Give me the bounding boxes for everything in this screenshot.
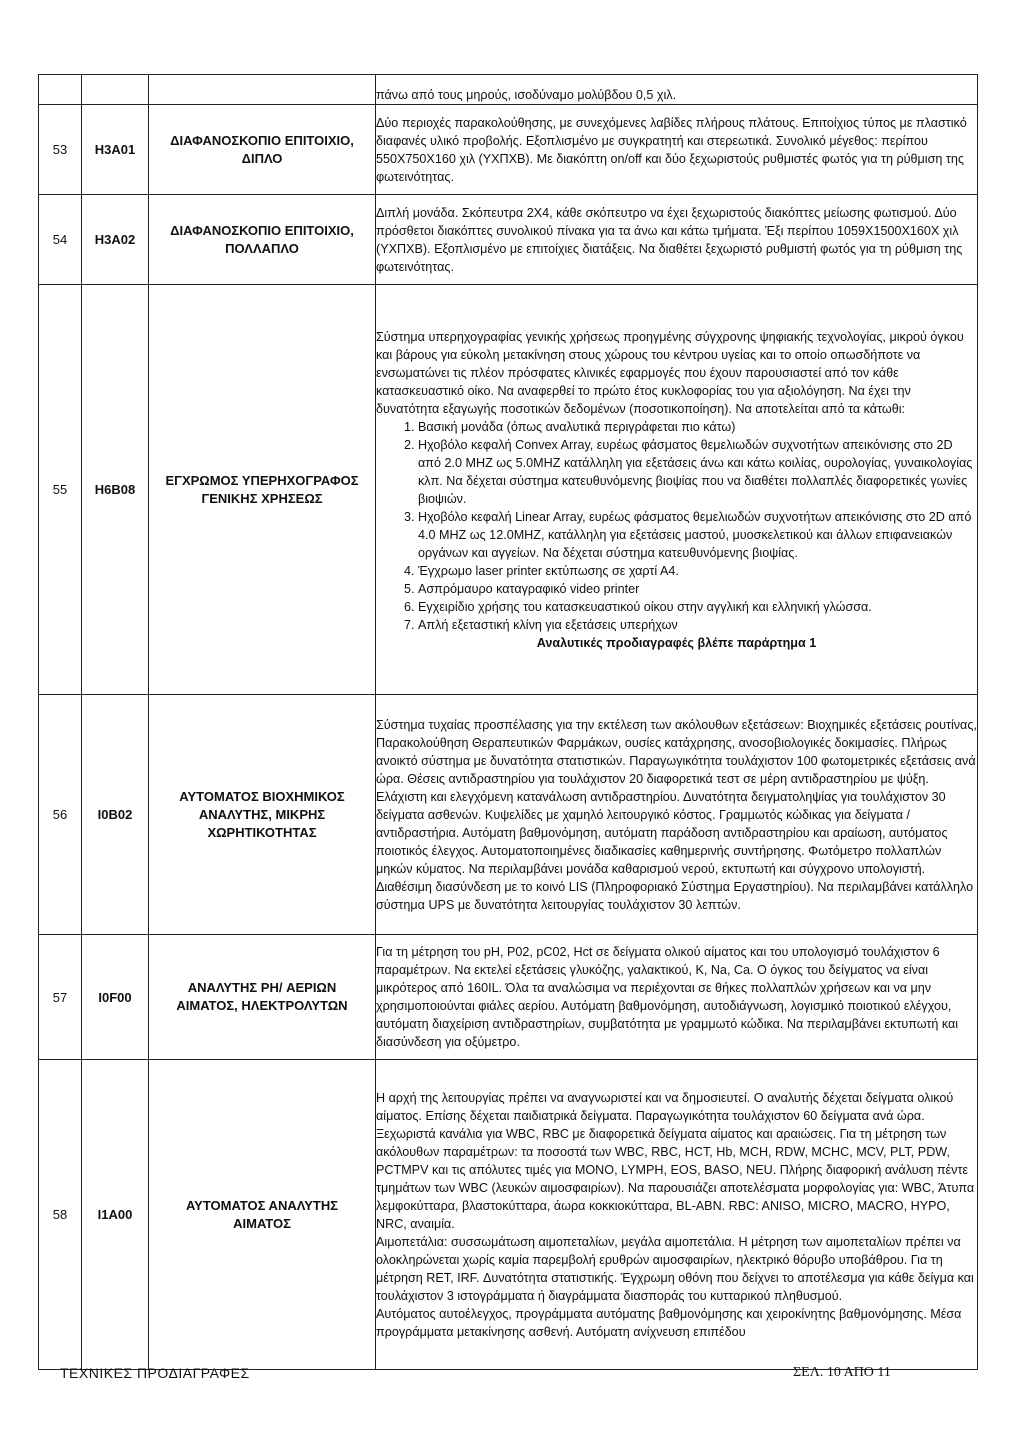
- list-item: 4. Έγχρωμο laser printer εκτύπωσης σε χαρτί Α4.: [418, 562, 977, 580]
- table-row: [39, 695, 978, 935]
- footer-page-number: ΣΕΛ. 10 ΑΠΟ 11: [793, 1365, 891, 1380]
- row-code: H3A01: [82, 105, 149, 195]
- table-row: [39, 285, 978, 695]
- row-number: 56: [39, 695, 82, 935]
- row-item-name: ΕΓΧΡΩΜΟΣ ΥΠΕΡΗΧΟΓΡΑΦΟΣ ΓΕΝΙΚΗΣ ΧΡΗΣΕΩΣ: [149, 285, 376, 695]
- row-description: Διπλή μονάδα. Σκόπευτρα 2X4, κάθε σκόπευτρο να έχει ξεχωριστούς διακόπτες μείωσης φωτισμού. Δύο πρόσθετοι διακόπτες συνολικού πίνακα για τα άνω και κάτω τμήματα. Έξι περίπου 1059X1500X160X χιλ (ΥΧΠΧΒ). Εξοπλισμένο με επιτοίχιες διατάξεις. Να διαθέτει ξεχωριστό ρυθμιστή φωτός για τη ρύθμιση της φωτεινότητας.: [376, 195, 978, 285]
- row-code: I0B02: [82, 695, 149, 935]
- row-number: 58: [39, 1060, 82, 1370]
- table-row: [39, 195, 978, 285]
- row-description: Για τη μέτρηση του pH, P02, pC02, Hct σε δείγματα ολικού αίματος και του υπολογισμό τουλάχιστον 6 παραμέτρων. Να εκτελεί εξετάσεις γλυκόζης, γαλακτικού, K, Na, Ca. Ο όγκος του δείγματος να είναι μικρότερος από 160IL. Όλα τα αναλώσιμα να περιέχονται σε θήκες πολλαπλών χρήσεων και να μην χρησιμοποιούνται φιάλες αερίου. Αυτόματη βαθμονόμηση, αυτοδιάγνωση, λογισμικό ποιοτικού ελέγχου, αυτόματη διαχείριση αντιδραστηρίων, συμβατότητα με γραμμωτό κώδικα. Να περιλαμβάνει εκτυπωτή και διασύνδεση για οξύμετρο.: [376, 935, 978, 1060]
- footer-document-title: ΤΕΧΝΙΚΕΣ ΠΡΟΔΙΑΓΡΑΦΕΣ: [60, 1365, 250, 1381]
- list-item: 7. Απλή εξεταστική κλίνη για εξετάσεις υπερήχων: [418, 616, 977, 634]
- row-number: 55: [39, 285, 82, 695]
- row-code: I0F00: [82, 935, 149, 1060]
- list-item: 5. Ασπρόμαυρο καταγραφικό video printer: [418, 580, 977, 598]
- continuation-text: πάνω από τους μηρούς, ισοδύναμο μολύβδου 0,5 χιλ.: [376, 88, 677, 102]
- row-description: [376, 75, 978, 105]
- table-row: [39, 105, 978, 195]
- row-item-name: ΔΙΑΦΑΝΟΣΚΟΠΙΟ ΕΠΙΤΟΙΧΙΟ, ΠΟΛΛΑΠΛΟ: [149, 195, 376, 285]
- table-row: [39, 75, 978, 105]
- row-code: H3A02: [82, 195, 149, 285]
- list-item: 6. Εγχειρίδιο χρήσης του κατασκευαστικού οίκου στην αγγλική και ελληνική γλώσσα.: [418, 598, 977, 616]
- table-row: [39, 1060, 978, 1370]
- row-code: I1A00: [82, 1060, 149, 1370]
- specifications-table: [38, 74, 978, 1370]
- row-item-name: ΑΥΤΟΜΑΤΟΣ ΑΝΑΛΥΤΗΣ ΑΙΜΑΤΟΣ: [149, 1060, 376, 1370]
- list-item: 1. Βασική μονάδα (όπως αναλυτικά περιγράφεται πιο κάτω): [418, 418, 977, 436]
- row-item-name: ΑΝΑΛΥΤΗΣ PH/ ΑΕΡΙΩΝ ΑΙΜΑΤΟΣ, ΗΛΕΚΤΡΟΛΥΤΩΝ: [149, 935, 376, 1060]
- component-list: [376, 418, 977, 634]
- row-description: Η αρχή της λειτουργίας πρέπει να αναγνωριστεί και να δημοσιευτεί. Ο αναλυτής δέχεται δείγματα ολικού αίματος. Επίσης δέχεται παιδιατρικά δείγματα. Παραγωγικότητα τουλάχιστον 60 δείγματα ανά ώρα. Ξεχωριστά κανάλια για WBC, RBC με διαφορετικά δείγματα αίματος και αραιώσεις. Για τη μέτρηση των ακόλουθων παραμέτρων: τα ποσοστά των WBC, RBC, HCT, Hb, MCH, RDW, MCHC, MCV, PLT, PDW, PCTMPV και τις απόλυτες τιμές για MONO, LYMPH, EOS, BASO, NEU. Πλήρης διαφορική ανάλυση πέντε τμημάτων των WBC (λευκών αιμοσφαιρίων). Να παρουσιάζει αποτελέσματα μορφολογίας για: WBC, Άτυπα λεμφοκύτταρα, βλαστοκύτταρα, άωρα κοκκιοκύτταρα, BL-ABN. RBC: ANISO, MICRO, MACRO, HYPO, NRC, αναιμία. Αιμοπετάλια: συσσωμάτωση αιμοπεταλίων, μεγάλα αιμοπετάλια. Η μέτρηση των αιμοπεταλίων πρέπει να ολοκληρώνεται χωρίς καμία παρεμβολή ερυθρών αιμοσφαιρίων, ηλεκτρικό θόρυβο υποβάθρου. Για τη μέτρηση RET, IRF. Δυνατότητα στατιστικής. Έγχρωμη οθόνη που δείχνει το αποτέλεσμα για κάθε δείγμα και τουλάχιστον 3 ιστογράμματα ή διαγράμματα διασποράς του κυτταρικού πληθυσμού. Αυτόματος αυτοέλεγχος, προγράμματα αυτόματης βαθμονόμησης και χειροκίνητης βαθμονόμησης. Μέσα προγράμματα μετακίνησης ασθενή. Αυτόματη ανίχνευση επιπέδου: [376, 1060, 978, 1370]
- row-description: Δύο περιοχές παρακολούθησης, με συνεχόμενες λαβίδες πλήρους πλάτους. Επιτοίχιος τύπος με πλαστικό διαφανές υλικό προβολής. Εξοπλισμένο με συγκρατητή και στερεωτικά. Συνολικό μέγεθος: περίπου 550X750X160 χιλ (ΥΧΠΧΒ). Με διακόπτη on/off και δύο ξεχωριστούς ρυθμιστές φωτός για τη ρύθμιση της φωτεινότητας.: [376, 105, 978, 195]
- row-number: 54: [39, 195, 82, 285]
- list-item: 3. Ηχοβόλο κεφαλή Linear Array, ευρέως φάσματος θεμελιωδών συχνοτήτων απεικόνισης στο 2D από 4.0 MHZ ως 12.0MHZ, κατάλληλη για εξετάσεις μαστού, μυοσκελετικού και άλλων επιφανειακών οργάνων και αγγείων. Να δέχεται σύστημα κατευθυνόμενης βιοψίας.: [418, 508, 977, 562]
- row-item-name: ΑΥΤΟΜΑΤΟΣ ΒΙΟΧΗΜΙΚΟΣ ΑΝΑΛΥΤΗΣ, ΜΙΚΡΗΣ ΧΩΡΗΤΙΚΟΤΗΤΑΣ: [149, 695, 376, 935]
- row-code: H6B08: [82, 285, 149, 695]
- row-description: Σύστημα τυχαίας προσπέλασης για την εκτέλεση των ακόλουθων εξετάσεων: Βιοχημικές εξετάσεις ρουτίνας, Παρακολούθηση Θεραπευτικών Φαρμάκων, ουσίες κατάχρησης, ανοσοβιολογικές δοκιμασίες. Πλήρως ανοικτό σύστημα με δυνατότητα στατιστικών. Παραγωγικότητα τουλάχιστον 100 φωτομετρικές εξετάσεις ανά ώρα. Θέσεις αντιδραστηρίου για τουλάχιστον 20 διαφορετικά τεστ σε μέρη αντιδραστηρίου με ψύξη. Ελάχιστη και ελεγχόμενη κατανάλωση αντιδραστηρίου. Δυνατότητα δειγματοληψίας για τουλάχιστον 30 δείγματα ασθενών. Κυψελίδες με χαμηλό λειτουργικό κόστος. Γραμμωτός κώδικας για δείγματα /αντιδραστήρια. Αυτόματη βαθμονόμηση, αυτόματη παράδοση αντιδραστηρίου και αραίωση, αυτόματος ποιοτικός έλεγχος. Αυτοματοποιημένες διαδικασίες καθημερινής συντήρησης. Φωτόμετρο πολλαπλών μηκών κύματος. Να περιλαμβάνει μονάδα καθαρισμού νερού, εκτυπωτή και σύγχρονο υπολογιστή. Διαθέσιμη διασύνδεση με το κοινό LIS (Πληροφοριακό Σύστημα Εργαστηρίου). Να περιλαμβάνει κατάλληλο σύστημα UPS με δυνατότητα λειτουργίας τουλάχιστον 30 λεπτών.: [376, 695, 978, 935]
- table-row: [39, 935, 978, 1060]
- row-item-name: ΔΙΑΦΑΝΟΣΚΟΠΙΟ ΕΠΙΤΟΙΧΙΟ, ΔΙΠΛΟ: [149, 105, 376, 195]
- list-item: 2. Ηχοβόλο κεφαλή Convex Array, ευρέως φάσματος θεμελιωδών συχνοτήτων απεικόνισης στο 2D από 2.0 MHZ ως 5.0MHZ κατάλληλη για εξετάσεις άνω και κάτω κοιλίας, ουρολογίας, γυναικολογίας κλπ. Να δέχεται σύστημα κατευθυνόμενης βιοψίας που να διαθέτει πολλαπλές διαφορετικές γωνίες βιοψιών.: [418, 436, 977, 508]
- appendix-reference: Αναλυτικές προδιαγραφές βλέπε παράρτημα 1: [536, 635, 817, 650]
- row-description: Σύστημα υπερηχογραφίας γενικής χρήσεως προηγμένης σύγχρονης ψηφιακής τεχνολογίας, μικρού όγκου και βάρους για εύκολη μετακίνηση στους χώρους του κέντρου υγείας και το οποίο οπωσδήποτε να ενσωματώνει τις πλέον πρόσφατες κλινικές εφαρμογές που έχουν παρουσιαστεί από τον κάθε κατασκευαστικό οίκο. Να αναφερθεί το πρώτο έτος κυκλοφορίας του για αξιολόγηση. Να έχει την δυνατότητα εξαγωγής ποσοτικών δεδομένων (ποσοτικοποίηση). Να αποτελείται από τα κάτωθι: 1. Βασική μονάδα (όπως αναλυτικά περιγράφεται πιο κάτω) 2. Ηχοβόλο κεφαλή Convex Array, ευρέως φάσματος θεμελιωδών συχνοτήτων απεικόνισης στο 2D από 2.0 MHZ ως 5.0MHZ κατάλληλη για εξετάσεις άνω και κάτω κοιλίας, ουρολογίας, γυναικολογίας κλπ. Να δέχεται σύστημα κατευθυνόμενης βιοψίας που να διαθέτει πολλαπλές διαφορετικές γωνίες βιοψιών. 3. Ηχοβόλο κεφαλή Linear Array, ευρέως φάσματος θεμελιωδών συχνοτήτων απεικόνισης στο 2D από 4.0 MHZ ως 12.0MHZ, κατάλληλη για εξετάσεις μαστού, μυοσκελετικού και άλλων επιφανειακών οργάνων και αγγείων. Να δέχεται σύστημα κατευθυνόμενης βιοψίας. 4. Έγχρωμο laser printer εκτύπωσης σε χαρτί Α4. 5. Ασπρόμαυρο καταγραφικό video printer 6. Εγχειρίδιο χρήσης του κατασκευαστικού οίκου στην αγγλική και ελληνική γλώσσα. 7. Απλή εξεταστική κλίνη για εξετάσεις υπερήχων Αναλυτικές προδιαγραφές βλέπε παράρτημα 1: [376, 285, 978, 695]
- row-number: 53: [39, 105, 82, 195]
- row-number: 57: [39, 935, 82, 1060]
